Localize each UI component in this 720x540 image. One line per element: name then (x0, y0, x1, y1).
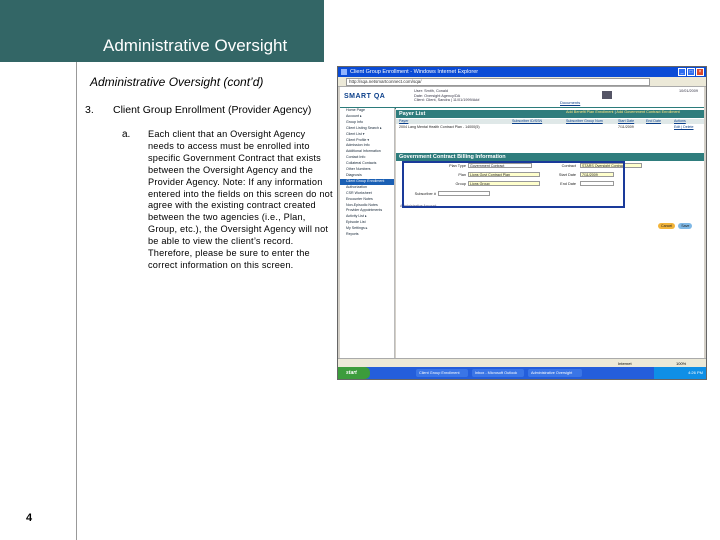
documents-link[interactable]: Documents (560, 100, 581, 105)
window-controls (678, 68, 704, 76)
nav-item[interactable]: Client Listing Search ▸ (346, 125, 382, 130)
minimize-icon[interactable]: _ (678, 68, 686, 76)
header-date: 10/01/2009 (678, 89, 698, 93)
nav-item[interactable]: Activity List ▸ (346, 214, 367, 219)
nav-item[interactable]: CSR Worksheet (346, 190, 372, 195)
nav-item-selected[interactable]: Client Group Enrollment (340, 179, 394, 185)
govt-contract-billing-heading: Government Contract Billing Information (396, 153, 704, 161)
printer-icon[interactable] (602, 91, 612, 99)
nav-item[interactable]: Authorization (346, 184, 367, 189)
address-bar (338, 77, 706, 87)
nav-item[interactable]: My Settings ▸ (346, 226, 368, 231)
close-icon[interactable]: × (696, 68, 704, 76)
slide-title: Administrative Oversight (103, 36, 288, 55)
client-line: Client: Client, Sandra | 11/01/1999/A## (414, 98, 480, 103)
payer-list-heading: Payer List (396, 110, 704, 118)
item-heading: Client Group Enrollment (Provider Agency) (113, 104, 312, 116)
cell-start-date: 7/11/2009 (618, 125, 634, 129)
table-row[interactable] (396, 125, 704, 130)
plan-label: Plan (458, 173, 466, 177)
taskbar-item[interactable]: Client Group Enrollment (416, 369, 468, 377)
app-header (340, 87, 704, 109)
cell-payer: 2004 Lang Mental Health Contract Plan - 14000(5) (399, 125, 480, 129)
add-benefit-plan-link[interactable]: Add Benefit Plan Enrollment (566, 110, 614, 114)
plan-select[interactable]: Lions Govt Contract Plan (468, 172, 540, 177)
col-group-num[interactable]: Subscriber Group Num (566, 119, 603, 123)
page-number: 4 (26, 512, 33, 524)
item-number: 3. (85, 104, 94, 116)
group-select[interactable]: Lions Group (468, 181, 540, 186)
window-title: Client Group Enrollment - Windows Internet Explorer (350, 69, 479, 75)
embedded-screenshot (337, 66, 707, 380)
nav-item[interactable]: Account ▸ (346, 113, 362, 118)
windows-taskbar (338, 367, 706, 379)
nav-item[interactable]: Provider Appointments (346, 208, 383, 213)
plan-type-label: Plan Type (449, 164, 466, 168)
url-field[interactable]: http://sqa.netsmartconnect.com/sqa/ (346, 78, 650, 86)
nav-item[interactable]: Admission Info (346, 143, 370, 148)
contract-select[interactable]: STARS Oversight Contract (580, 163, 642, 168)
col-start-date[interactable]: Start Date (618, 119, 635, 123)
taskbar-item[interactable]: Administrative Oversight (528, 369, 582, 377)
sub-item-letter: a. (122, 129, 131, 140)
cancel-button[interactable]: Cancel (658, 223, 675, 229)
slide-left-margin (0, 62, 77, 540)
nav-item[interactable]: Other Numbers (346, 167, 371, 172)
nav-item[interactable]: Non-Episodic Notes (346, 202, 378, 207)
start-date-input[interactable]: 7/11/2009 (580, 172, 614, 177)
group-label: Group (455, 182, 466, 186)
left-nav (340, 108, 395, 374)
app-logo: SMART QA (344, 93, 386, 100)
browser-titlebar (338, 67, 706, 77)
nav-item[interactable]: Group Info (346, 119, 363, 124)
nav-item[interactable]: Client Profile ▾ (346, 137, 370, 142)
nav-item[interactable]: Reports (346, 232, 359, 237)
contract-label: Contract (561, 164, 576, 168)
maximize-icon[interactable]: □ (687, 68, 695, 76)
nav-item[interactable]: Contact Info (346, 155, 366, 160)
cell-actions[interactable]: Edit | Delete (674, 125, 694, 129)
agency-line: Date: Oversight Agency/DA (414, 93, 461, 98)
payer-table-header (396, 119, 704, 124)
zoom-level[interactable]: 100% (676, 361, 687, 366)
user-line: User: Smith, Conald (414, 89, 448, 93)
highlight-box (402, 161, 625, 208)
col-end-date[interactable]: End Date (646, 119, 661, 123)
tray-clock: 4:26 PM (688, 370, 703, 375)
col-payer[interactable]: Payer (399, 119, 409, 123)
save-button[interactable]: Save (678, 223, 692, 229)
nav-item[interactable]: Collateral Contacts (346, 161, 377, 166)
nav-item[interactable]: Client List ▾ (346, 131, 365, 136)
system-tray (654, 367, 706, 379)
nav-item[interactable]: Diagnosis (346, 172, 362, 177)
main-content (396, 108, 704, 374)
start-date-label: Start Date (558, 173, 576, 177)
col-subscriber-id[interactable]: Subscriber ID/SSN (512, 119, 543, 123)
administrative-account-label: Administrative Account (400, 204, 437, 208)
plan-type-select[interactable]: Government Contract (468, 163, 532, 168)
start-button[interactable]: start (338, 367, 370, 379)
nav-item[interactable]: Additional Information (346, 149, 381, 154)
instruction-paragraph: Each client that an Oversight Agency needs to access must be enrolled into specific Government Contract that exists between the Oversight Agency and the Provider Agency. Note: If any information entered into the fields on this screen do not agree with the existing contract created between the two agencies (i.e., Plan, Group, etc.), the Oversight Agency will not be able to view the client’s record. Therefore, please be sure to enter the correct information on this screen. (148, 129, 333, 270)
nav-item[interactable]: Home Page (346, 108, 365, 112)
browser-icon (341, 69, 347, 75)
nav-item[interactable]: Episode List (346, 220, 366, 225)
col-actions: Actions (674, 119, 686, 123)
subscriber-label: Subscriber # (414, 192, 436, 196)
form-buttons (658, 223, 692, 229)
security-zone: Internet (618, 361, 632, 366)
slide-subtitle: Administrative Oversight (cont’d) (90, 75, 264, 89)
add-govt-contract-link[interactable]: Add Government Contract Enrollment (616, 110, 680, 114)
user-info (414, 89, 480, 103)
nav-item[interactable]: Encounter Notes (346, 196, 373, 201)
taskbar-item[interactable]: Inbox - Microsoft Outlook (472, 369, 524, 377)
end-date-label: End Date (560, 182, 576, 186)
payer-links: Add Benefit Plan Enrollment | Add Government Contract Enrollment (566, 110, 680, 114)
